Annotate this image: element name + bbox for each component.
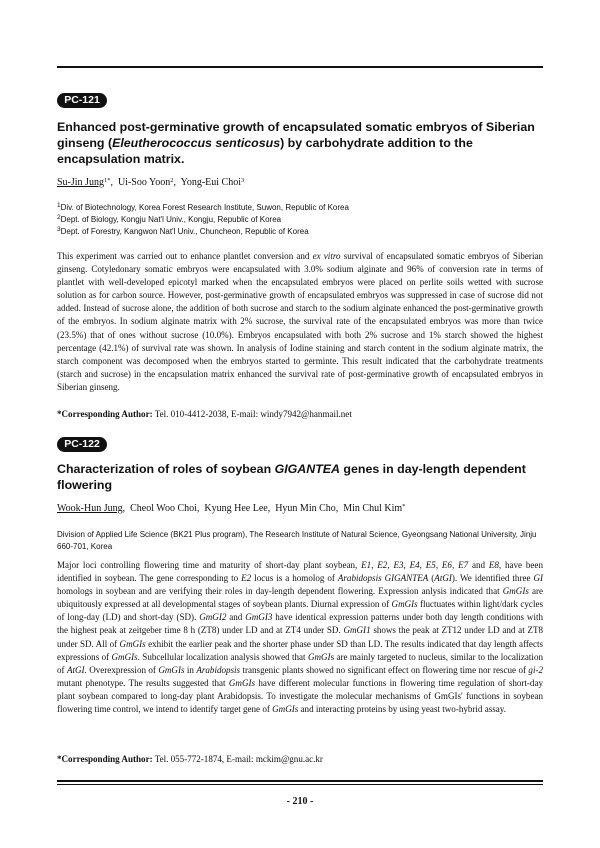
author-list: Su-Jin Jung$^{1*}$, Ui-Soo Yoon$^2$, Yong-Eui Choi$^3$ (57, 177, 245, 188)
corresponding-contact: Tel. 010-4412-2038, E-mail: windy7942@hanmail.net (152, 409, 352, 419)
affiliation: $^1$Div. of Biotechnology, Korea Forest Research Institute, Suwon, Republic of Korea (57, 202, 349, 212)
abstract-id-badge: PC-121 (57, 93, 107, 108)
abstract-title: Enhanced post-germinative growth of encapsulated somatic embryos of Siberian ginseng (Eleutherococcus senticosus) by carbohydrate addition to the encapsulation matrix. (57, 120, 535, 166)
author-marker: 3 (240, 177, 245, 184)
corresponding-label: *Corresponding Author: (57, 754, 153, 764)
abstract-body: This experiment was carried out to enhance plantlet conversion and ex vitro survival of encapsulated somatic embryos of Siberian ginseng. Cotyledonary somatic embryos were encapsulated with 3.0% sodium alginate and 96% of conversion rate in terms of plantlet with well-developed epicotyl marked when the encapsulated embryos were placed on perlite soils wetted with sucrose solution as for carbon source. However, post-germinative growth of encapsulated embryos was suppressed in case of sucrose did not added. Instead of sucrose alone, the addition of both sucrose and starch to the sodium alginate enhanced the post-germinative growth of the embryos. In sodium alginate matrix with 2% sucrose, the survival rate of the encapsulated embryos was more than twice (23.5%) that of ones without sucrose (10.0%). Embryos encapsulated with both 2% sucrose and 1% starch showed the highest percentage (42.1%) of survival rate was shown. In analysis of Iodine staining and starch content in the sodium alginate matrix, the starch component was decomposed when the embryos started to germinte. This result indicated that the carbohydrate treatments (starch and sucrose) in the encapsulation matrix enhanced the survival rate of post-germinative growth of encapsulated embryos in Siberian ginseng. (57, 251, 543, 392)
abstract-id-badge: PC-122 (57, 437, 107, 452)
author-name: Ui-Soo Yoon (117, 177, 171, 188)
abstract-title: Characterization of roles of soybean GIGANTEA genes in day-length dependent flowering (57, 462, 526, 492)
author-list: Wook-Hun Jung, Cheol Woo Choi, Kyung Hee Lee, Hyun Min Cho, Min Chul Kim* (57, 503, 406, 514)
author-name: Cheol Woo Choi (130, 503, 197, 514)
corresponding-author (57, 408, 543, 420)
affiliation: $^2$Dept. of Biology, Kongju Nat'l Univ., Kongju, Republic of Korea (57, 214, 282, 224)
affiliation: $^3$Dept. of Forestry, Kangwon Nat'l Univ., Chuncheon, Republic of Korea (57, 226, 309, 236)
author-marker: 2 (170, 177, 174, 184)
author-name: Hyun Min Cho (275, 503, 336, 514)
page-number: - 210 - (286, 796, 314, 807)
affiliation-list (57, 202, 543, 238)
corresponding-author (57, 753, 543, 765)
top-rule (57, 66, 543, 68)
author-name: Su-Jin Jung (57, 177, 104, 188)
bottom-rule-thin (57, 784, 543, 785)
corresponding-contact: Tel. 055-772-1874, E-mail: mckim@gnu.ac.kr (152, 754, 323, 764)
author-marker: 1* (103, 177, 111, 184)
author-marker: * (402, 503, 406, 510)
author-name: Min Chul Kim (343, 503, 403, 514)
abstract-body: Major loci controlling flowering time and maturity of short-day plant soybean, E1, E2, E3, E4, E5, E6, E7 and E8, have been identified in soybean. The gene corresponding to E2 locus is a homolog of Arabidopsis GIGANTEA (AtGI). We identified three GI homologs in soybean and are verifying their roles in day-length dependent flowering. Expression anlysis indicated that GmGIs are ubiquitously expressed at all developmental stages of soybean plants. Diurnal expression of GmGIs fluctuates within light/dark cycles of long-day (LD) and short-day (SD). GmGI2 and GmGI3 have identical expression patterns under both day length conditions with the highest peak at zeitgeber time 8 h (ZT8) under LD and at ZT4 under SD. GmGI1 shows the peak at ZT12 under LD and at ZT8 under SD. All of GmGIs exhibit the earlier peak and the shorter phase under SD than LD. The results indicated that day length affects expressions of GmGIs. Subcellular localization analysis showed that GmGIs are mainly targeted to nucleus, similar to the localization of AtGI. Overexpression of GmGIs in Arabidopsis transgenic plants showed no significant effect on flowering time nor rescue of gi-2 mutant phenotype. The results suggested that GmGIs have different molecular functions in flowering time regulation of short-day plant soybean compared to long-day plant Arabidopsis. To investigate the molecular mechanisms of GmGIs' functions in soybean flowering time control, we intend to identify target gene of GmGIs and interacting proteins by using yeast two-hybrid assay. (57, 560, 544, 715)
author-name: Wook-Hun Jung (57, 503, 123, 514)
corresponding-label: *Corresponding Author: (57, 409, 153, 419)
affiliation: Division of Applied Life Science (BK21 Plus program), The Research Institute of Natural Science, Gyeongsang National University, Jinju 660-701, Korea (57, 530, 537, 551)
author-name: Yong-Eui Choi (180, 177, 241, 188)
bottom-rule (57, 780, 543, 782)
author-name: Kyung Hee Lee (204, 503, 268, 514)
